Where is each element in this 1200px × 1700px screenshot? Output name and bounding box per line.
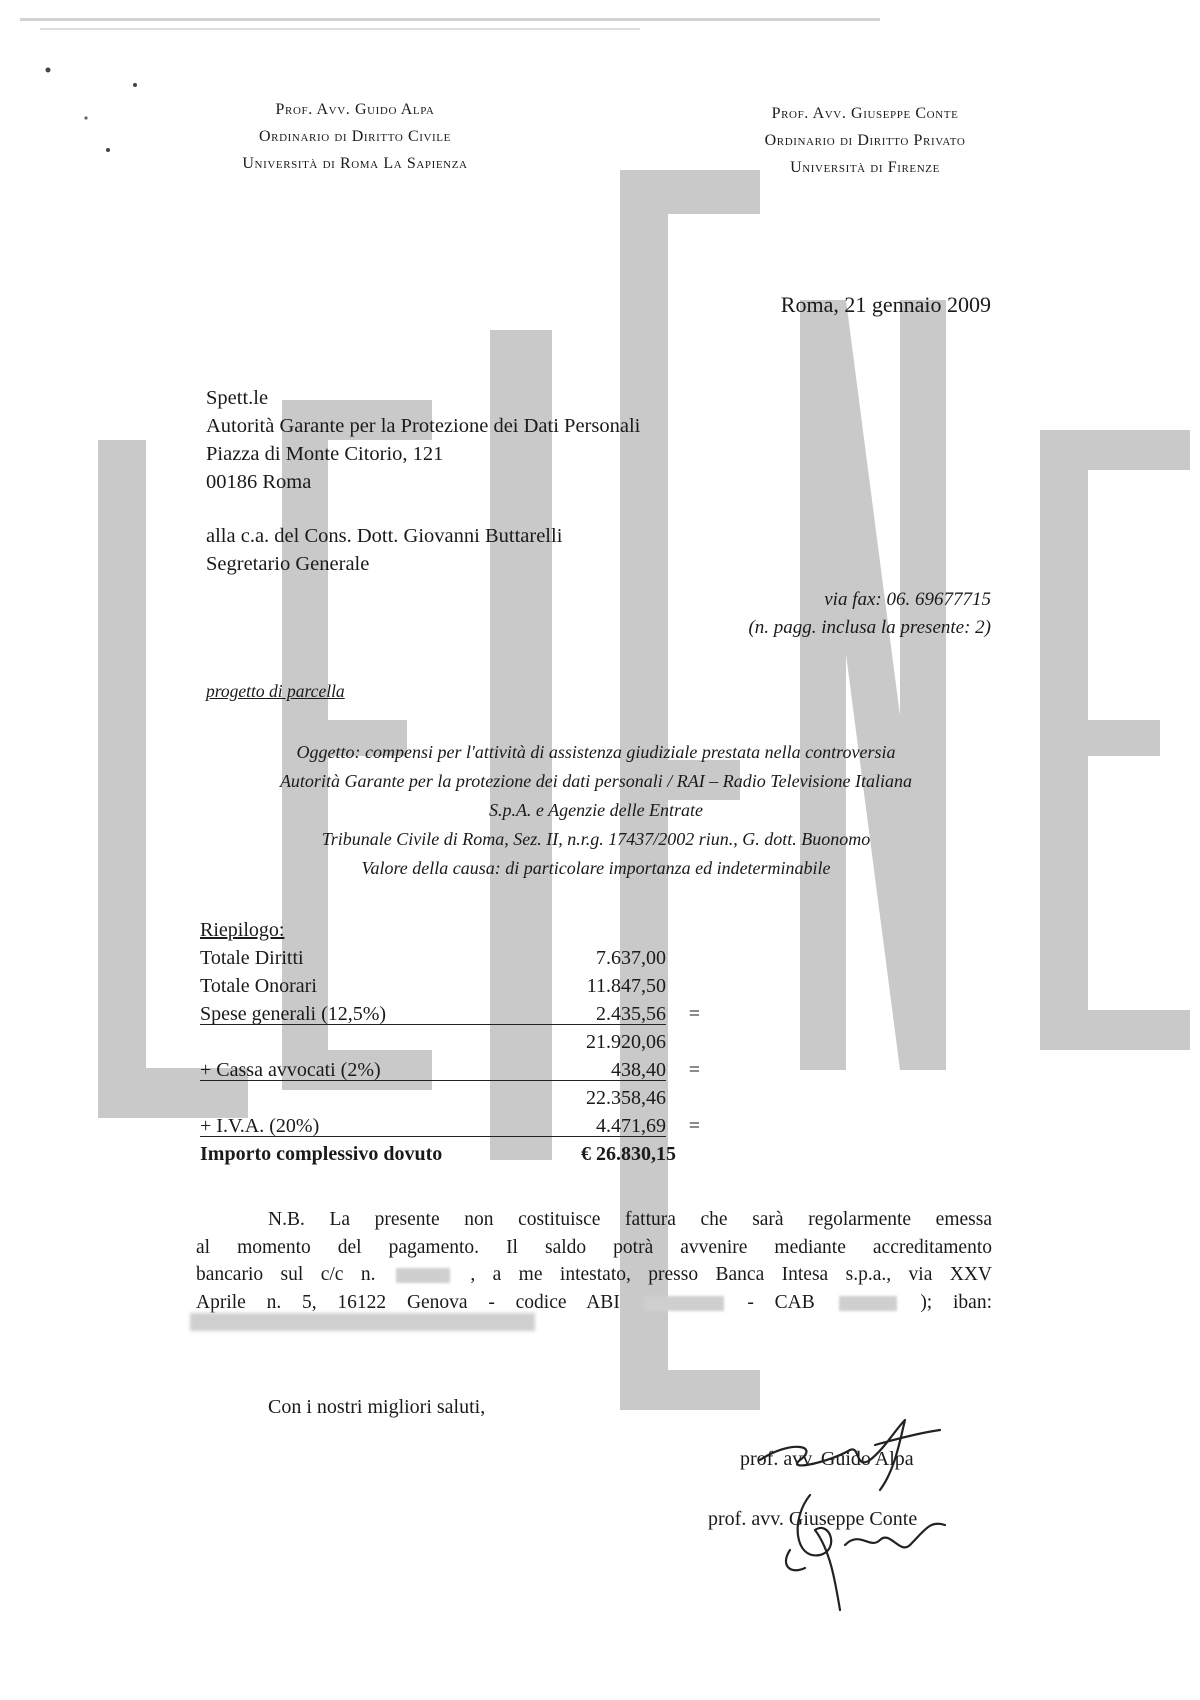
summary-value: 4.471,69 (596, 1115, 666, 1137)
summary-subtotal: 21.920,06 (586, 1031, 666, 1053)
summary-equals: = (688, 1003, 700, 1025)
summary-subtotal: 22.358,46 (586, 1087, 666, 1109)
summary-title-row (200, 916, 700, 944)
summary-row (200, 972, 700, 1000)
recipient-line: Spett.le (206, 387, 269, 409)
nb-line: N.B. La presente non costituisce fattura che sarà regolarmente emessa (268, 1209, 992, 1230)
closing-greeting: Con i nostri migliori saluti, (268, 1396, 486, 1418)
redacted-iban (190, 1313, 535, 1331)
redacted-abi (644, 1296, 724, 1311)
summary-equals: = (688, 1059, 700, 1081)
letterhead-left (190, 96, 520, 177)
recipient-line: Autorità Garante per la Protezione dei Dati Personali (206, 415, 641, 437)
summary-total-row (200, 1140, 700, 1168)
summary-row (200, 1084, 700, 1112)
summary-label: + I.V.A. (20%) (200, 1115, 320, 1137)
fee-summary (200, 916, 700, 1168)
letterhead-right-role: Ordinario di Diritto Privato (764, 132, 966, 149)
summary-row (200, 1000, 700, 1028)
page-count: (n. pagg. inclusa la presente: 2) (748, 617, 991, 638)
nb-line: al momento del pagamento. Il saldo potrà avvenire mediante accreditamento (196, 1236, 992, 1258)
total-label: Importo complessivo dovuto (200, 1143, 443, 1165)
nb-line (196, 1289, 992, 1317)
summary-value: 438,40 (611, 1059, 666, 1081)
nb-text: ); iban: (920, 1291, 992, 1313)
attention-line: Segretario Generale (206, 553, 370, 575)
summary-label: Totale Diritti (200, 947, 304, 969)
nb-line (196, 1261, 992, 1289)
letterhead-left-university: Università di Roma La Sapienza (242, 155, 468, 172)
summary-label: Totale Onorari (200, 975, 317, 997)
recipient-address (206, 384, 640, 496)
recipient-line: Piazza di Monte Citorio, 121 (206, 443, 444, 465)
summary-title: Riepilogo: (200, 919, 285, 941)
letterhead-left-role: Ordinario di Diritto Civile (259, 128, 451, 145)
letterhead-right-university: Università di Firenze (790, 159, 940, 176)
subject-line: Valore della causa: di particolare importanza ed indeterminabile (361, 858, 831, 878)
subject-line: Autorità Garante per la protezione dei dati personali / RAI – Radio Televisione Italiana (279, 771, 913, 791)
total-value: € 26.830,15 (581, 1143, 676, 1165)
summary-value: 2.435,56 (596, 1003, 666, 1025)
nb-text: Aprile n. 5, 16122 Genova - codice ABI (196, 1291, 620, 1313)
recipient-line: 00186 Roma (206, 471, 312, 493)
letterhead-left-name: Prof. Avv. Guido Alpa (275, 101, 435, 118)
subject-line: S.p.A. e Agenzie delle Entrate (488, 800, 704, 820)
attention-line: alla c.a. del Cons. Dott. Giovanni Buttarelli (206, 525, 563, 547)
nb-text: , a me intestato, presso Banca Intesa s.p.a., via XXV (470, 1264, 993, 1285)
signature-name-alpa: prof. avv. Guido Alpa (740, 1448, 914, 1470)
nb-text: - CAB (747, 1291, 815, 1313)
summary-row (200, 1028, 700, 1056)
summary-value: 11.847,50 (586, 975, 666, 997)
signature-name-conte: prof. avv. Giuseppe Conte (708, 1508, 918, 1530)
redacted-account-number (396, 1268, 450, 1283)
letterhead-right (700, 100, 1030, 181)
nb-text: bancario sul c/c n. (196, 1264, 376, 1285)
fax-number: via fax: 06. 69677715 (824, 589, 991, 610)
nb-paragraph (196, 1206, 992, 1316)
summary-row (200, 1056, 700, 1084)
letterhead-right-name: Prof. Avv. Giuseppe Conte (771, 105, 959, 122)
summary-label: Spese generali (12,5%) (200, 1003, 387, 1025)
subject-line: Tribunale Civile di Roma, Sez. II, n.r.g. 17437/2002 riun., G. dott. Buonomo (321, 829, 871, 849)
redacted-cab (839, 1296, 897, 1311)
summary-value: 7.637,00 (596, 947, 666, 969)
summary-row (200, 1112, 700, 1140)
summary-label: + Cassa avvocati (2%) (200, 1059, 381, 1081)
letter-date: Roma, 21 gennaio 2009 (780, 292, 991, 317)
project-label: progetto di parcella (206, 681, 345, 701)
subject-line: Oggetto: compensi per l'attività di assistenza giudiziale prestata nella controversia (296, 742, 896, 762)
subject-block (196, 738, 996, 883)
summary-row (200, 944, 700, 972)
summary-equals: = (688, 1115, 700, 1137)
fax-info (640, 586, 991, 642)
attention-block (206, 522, 562, 578)
